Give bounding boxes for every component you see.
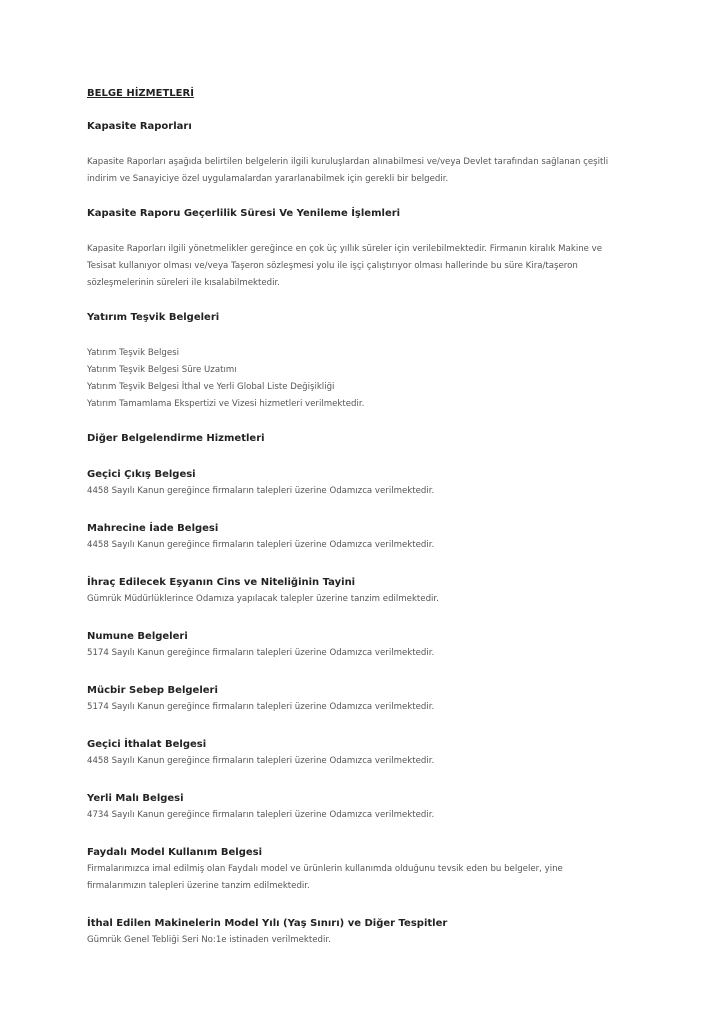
entry-description: 4458 Sayılı Kanun gereğince firmaların talepleri üzerine Odamızca verilmektedir. [87, 540, 435, 550]
entry-heading: Yerli Malı Belgesi [87, 793, 184, 804]
document-title: BELGE HİZMETLERİ [87, 88, 194, 99]
certificate-entry [87, 736, 647, 770]
entry-heading: Mücbir Sebep Belgeleri [87, 685, 218, 696]
entry-heading: İthal Edilen Makinelerin Model Yılı (Yaş Sınırı) ve Diğer Tespitler [87, 918, 448, 929]
entry-description: 4458 Sayılı Kanun gereğince firmaların talepleri üzerine Odamızca verilmektedir. [87, 756, 435, 766]
section-heading: Kapasite Raporları [87, 121, 192, 132]
entry-heading: Mahrecine İade Belgesi [87, 523, 219, 534]
entry-heading: İhraç Edilecek Eşyanın Cins ve Niteliğinin Tayini [87, 577, 356, 588]
certificate-entry [87, 915, 647, 949]
entry-description: firmalarımızın talepleri üzerine tanzim edilmektedir. [87, 881, 310, 891]
entry-description: Gümrük Müdürlüklerince Odamıza yapılacak talepler üzerine tanzim edilmektedir. [87, 594, 439, 604]
certificate-entry [87, 574, 647, 608]
certificate-entry [87, 682, 647, 716]
section-heading: Yatırım Teşvik Belgeleri [87, 312, 220, 323]
incentive-list [87, 345, 647, 413]
list-item: Yatırım Teşvik Belgesi İthal ve Yerli Global Liste Değişikliği [87, 382, 335, 392]
entry-description: 5174 Sayılı Kanun gereğince firmaların talepleri üzerine Odamızca verilmektedir. [87, 648, 435, 658]
certificate-entry [87, 628, 647, 662]
entry-heading: Numune Belgeleri [87, 631, 188, 642]
list-item: Yatırım Tamamlama Ekspertizi ve Vizesi hizmetleri verilmektedir. [87, 399, 365, 409]
entry-description: 4734 Sayılı Kanun gereğince firmaların talepleri üzerine Odamızca verilmektedir. [87, 810, 435, 820]
entry-description: Gümrük Genel Tebliği Seri No:1e istinaden verilmektedir. [87, 935, 331, 945]
entry-heading: Geçici İthalat Belgesi [87, 739, 207, 750]
section-heading: Diğer Belgelendirme Hizmetleri [87, 433, 265, 444]
entry-description: 5174 Sayılı Kanun gereğince firmaların talepleri üzerine Odamızca verilmektedir. [87, 702, 435, 712]
certificate-entry [87, 790, 647, 824]
paragraph-line: indirim ve Sanayiciye özel uygulamalardan yararlanabilmek için gerekli bir belgedir. [87, 174, 449, 184]
list-item: Yatırım Teşvik Belgesi Süre Uzatımı [87, 365, 237, 375]
certificate-entry [87, 844, 647, 895]
section-paragraph [87, 241, 647, 292]
entry-description: Firmalarımızca imal edilmiş olan Faydalı model ve ürünlerin kullanımda olduğunu tevsik eden bu belgeler, yine [87, 864, 563, 874]
certificate-entry [87, 466, 647, 500]
section-paragraph [87, 154, 647, 188]
paragraph-line: sözleşmelerinin süreleri ile kısalabilmektedir. [87, 278, 280, 288]
entry-heading: Faydalı Model Kullanım Belgesi [87, 847, 263, 858]
paragraph-line: Tesisat kullanıyor olması ve/veya Taşeron sözleşmesi yolu ile işçi çalıştırıyor olması hallerinde bu süre Kira/taşeron [87, 261, 578, 271]
entry-description: 4458 Sayılı Kanun gereğince firmaların talepleri üzerine Odamızca verilmektedir. [87, 486, 435, 496]
certificate-entry [87, 520, 647, 554]
list-item: Yatırım Teşvik Belgesi [87, 348, 180, 358]
section-heading: Kapasite Raporu Geçerlilik Süresi Ve Yenileme İşlemleri [87, 208, 401, 219]
paragraph-line: Kapasite Raporları ilgili yönetmelikler gereğince en çok üç yıllık süreler için verilebilmektedir. Firmanın kiralık Makine ve [87, 244, 603, 254]
paragraph-line: Kapasite Raporları aşağıda belirtilen belgelerin ilgili kuruluşlardan alınabilmesi ve/veya Devlet tarafından sağlanan çeşitli [87, 157, 609, 167]
document-page [87, 88, 647, 969]
entry-heading: Geçici Çıkış Belgesi [87, 469, 196, 480]
